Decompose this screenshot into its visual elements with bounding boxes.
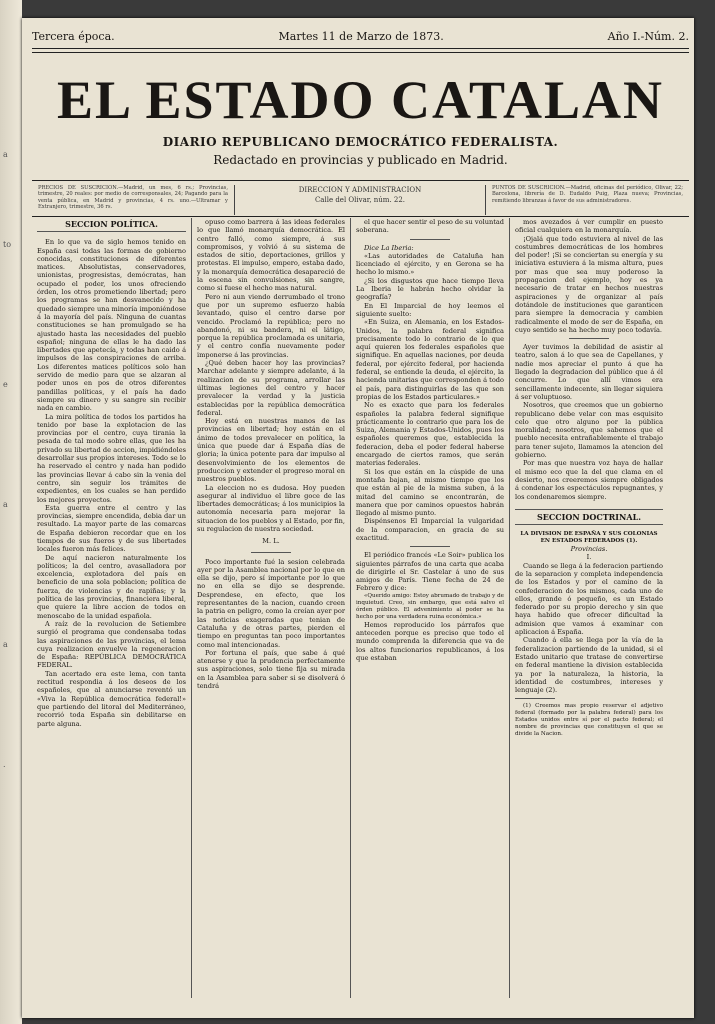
article-paragraph: Cuando se llega á la federacion partiendo de la separacion y completa independencia de los Estados y por el camino de la confederacion de los mismos, cada uno de ellos, grande ó pequeño, es un Estado federado por su propio derecho y sin que haya habido que ofrecer dificultad la admision que vamos á examinar con aplicacion á España. [515, 561, 663, 637]
footnote-separator [515, 698, 555, 699]
footnote: (1) Creemos mas propio reservar el adjetivo federal (formado por la palabra federal) para los Estados unidos entre sí por el pacto federal; el nombre de provincias que constituyen el que se divide la Nacion. [515, 703, 663, 738]
article-paragraph: La mira política de todos los partidos ha tenido por base la explotacion de las provincias por el centro, cuya tirania la pesada de tal modo sobre ellas, que les ha privado su libertad de accion, impidiéndoles desarrollar sus propios intereses. Todo se lo ha reservado el centro y nada han podido las provincias llevar á cabo sin la venia del centro, sin seguir los trámites de expedientes, en los cuales se han perdido los mejores proyectos. [37, 412, 186, 504]
issue-date: Martes 11 de Marzo de 1873. [278, 30, 444, 43]
letter-quote: «Querido amigo: Estoy abrumado de trabajo y de inquietud. Creo, sin embargo, que está salvo el órden público. El advenimiento al poder se ha hecho por una verdadera ruina económica.» [356, 592, 504, 620]
article-signature: M. L. [262, 537, 280, 546]
doctrinal-subtitle: Provincias. [570, 545, 608, 554]
article-paragraph: De aquí nacieron naturalmente los políticos; la del centro, avasalladora por excelencia, explotadora del país en beneficio de una sola poblacion; política de fuerza, de violencias y de rapiñas; y la política de las provincias, financiera liberal, que quiere la libre accion de todos en menoscabo de la unidad española. [37, 553, 186, 620]
article-paragraph: Poco importante fué la sesion celebrada ayer por la Asamblea nacional por lo que en ella se dijo, pero sí importante por lo que no en ella se dijo se desprende. Desprendese, en efecto, que los representantes de la nacion, cuando creen la patria en peligro, como la creían ayer por las noticias exageradas que tenian de Cataluña y de otras partes, pierden el tiempo en preguntas tan poco importantes como mal intencionadas. [197, 557, 345, 649]
article-paragraph: ¡Ojalá que todo estuviera al nivel de las costumbres democráticas de los hombres del poder! ¡Si se conciertan su energía y su iniciativa estuviera á la misma altura, pues por mas que sea muy poderoso la propagacion del ejemplo, hoy es ya necesario de tratar en hechos nuestras aspiraciones y de organizar al país dotándole de instituciones que garanticen para siempre la democracia y cambien radicalmente el modo de ser de España, en cuyo sentido se ha hecho muy poco todavía. [515, 234, 663, 334]
doctrinal-title: LA DIVISION DE ESPAÑA Y SUS COLONIAS EN ESTADOS FEDERADOS (1). [520, 531, 658, 545]
subscription-prices: PRECIOS DE SUSCRICION.—Madrid, un mes, 6 rs.; Provincias, trimestre, 20 reales: por medio de corresponsales, 24; Pagando para la venta pública, en Madrid y provincias, 4 rs. uno.—Ultramar y Extranjero, trimestre, 36 rs. [38, 185, 228, 211]
quote-intro: Dice La Iberia: [364, 243, 414, 252]
article-paragraph: Si los que están en la cúspide de una montaña bajan, al mismo tiempo que los que están al pie de la misma suben, á la mitad del camino se encontrarán, de manera que por caminos opuestos habrán llegado al mismo punto. [356, 467, 504, 518]
administration-address: Calle del Olivar, núm. 22. [314, 196, 406, 204]
article-paragraph: ¿Si los disgustos que hace tiempo lleva La Iberia le habrán hecho olvidar la geografía? [356, 276, 504, 302]
column-3 [350, 218, 509, 998]
article-paragraph: La eleccion no es dudosa. Hoy pueden asegurar al individuo el libre goce de las libertades democráticas; á los municipios la autonomía necesaria para mejorar la situacion de los pueblos y al Estado, por fin, su regulacion de nuestra sociedad. [197, 483, 345, 533]
masthead-title: EL ESTADO CATALAN [56, 70, 665, 130]
column-1 [32, 218, 191, 998]
administration-title: DIRECCION Y ADMINISTRACION [298, 186, 422, 194]
section-heading-doctrinal: SECCION DOCTRINAL. [515, 509, 663, 525]
issue-line [32, 30, 689, 43]
article-paragraph: el que hacer sentir el peso de su voluntad soberana. [356, 218, 504, 235]
article-paragraph: Nosotros, que creemos que un gobierno republicano debe velar con mas esquisito celo que otro alguno por la pública moralidad; nosotros, que sabemos que el pueblo necesita entrañablemente el trabajo para tener sujeto, llamamos la atencion del gobierno. [515, 401, 663, 460]
separator [410, 546, 450, 547]
article-paragraph: «En Suiza, en Alemania, en los Estados-Unidos, la palabra federal significa precisamente todo lo contrario de lo que aquí quieren los federales españoles que signifique. En aquellas naciones, por deuda federal, por ejército federal, por hacienda federal, se entiende la deuda, el ejército, la hacienda unitarias que corresponden á todo el país, para distinguirlas de las que son propias de los Estados particulares.» [356, 318, 504, 401]
article-paragraph: mos avezados á ver cumplir en puesto oficial cualquiera en la monarquía. [515, 218, 663, 235]
section-heading-politica: SECCION POLÍTICA. [37, 220, 186, 232]
epoch-label: Tercera época. [32, 30, 115, 43]
article-paragraph: opuso como barrera á las ideas federales lo que llamó monarquía democrática. El centro falló, como siempre, á sus compromisos, y volvió á su sistema de estados de sitio, deportaciones, grillos y protestas. El impulso, empero, estaba dado, y la monarquía democrática desapareció de la escena sin convulsiones, sin sangre, como si fuese el hecho mas natural. [197, 218, 345, 293]
article-paragraph: A raíz de la revolucion de Setiembre surgió el programa que condensaba todas las aspiraciones de las provincias, el lema cuya realizacion envuelve la regeneracion de España: REPÚBLICA DEMOCRÁTICA FEDERAL. [37, 619, 186, 670]
article-paragraph: No es exacto que para los federales españoles la palabra federal signifique prácticamente lo contrario que para los de Suiza, Alemania y Estados-Unidos, pues los españoles queremos que, establecida la federacion, deba el poder federal haberse encargado de ciertos ramos, que serán materias federales. [356, 401, 504, 468]
top-rule [32, 48, 689, 49]
separator [569, 338, 609, 339]
article-paragraph: En El Imparcial de hoy leemos el siguiente suelto: [356, 301, 504, 318]
subtitle-primary: DIARIO REPUBLICANO DEMOCRÁTICO FEDERALISTA. [162, 135, 559, 149]
column-2 [191, 218, 350, 998]
administration-box [234, 185, 486, 215]
article-paragraph: Dispénsenos El Imparcial la vulgaridad de la comparacion, en gracia de su exactitud. [356, 517, 504, 542]
article-paragraph: Hoy está en nuestras manos de las provincias en libertad; hoy están en el ánimo de todos prevalecer en política, la única que puede dar á España días de gloria; la única potente para dar impulso al desenvolvimiento de los elementos de produccion y extender el progreso moral en nuestros pueblos. [197, 417, 345, 484]
article-paragraph: Por fortuna el país, que sabe á qué atenerse y que la prudencia perfectamente sus aspiraciones, solo tiene fija su mirada en la Asamblea para saber si se disolverá ó tendrá [197, 648, 345, 691]
article-paragraph: Cuando á ella se llega por la vía de la federalizacion partiendo de la unidad, si el Estado unitario que tratase de convertirse en federal mantiene la division establecida ya por la naturaleza, la historia, la identidad de costumbres, intereses y lenguaje (2). [515, 636, 663, 695]
column-4 [509, 218, 668, 998]
article-paragraph: Por mas que nuestra voz haya de hallar el mismo eco que la del que clama en el desierto, nos creeremos siempre obligados á condenar los espectáculos repugnantes, y los condenaremos siempre. [515, 459, 663, 501]
article-paragraph: Hemos reproducido los párrafos que anteceden porque es preciso que todo el mundo comprenda la diferencia que va de los altos funcionarios republicanos, á los que estaban [356, 620, 504, 662]
book-binding: a to e a a . [0, 0, 22, 1024]
issue-number: Año I.-Núm. 2. [607, 30, 689, 43]
separator [251, 552, 291, 553]
article-paragraph: Pero ni aun viendo derrumbado el trono que por un supremo esfuerzo había levantado, quiso el centro darse por vencido. Proclamó la república; pero no abandonó, ni su bandera, ni el látigo, porque la república proclamada es unitaria, y el centro confía nuevamente poder imponerse á las provincias. [197, 292, 345, 359]
article-paragraph: ¿Qué deben hacer hoy las provincias? Marchar adelante y siempre adelante, á la realizacion de su programa, arrollar las últimas legiones del centro y hacer prevalecer la verdad y la justicia establecidas por la república democrática federal. [197, 359, 345, 417]
article-paragraph: En lo que va de siglo hemos tenido en España casi todas las formas de gobierno conocidas, constituciones de diferentes matices. Absolutistas, conservadores, unionistas, progresistas, demócratas, han ocupado el poder, los unos ofreciendo órden, los otros prometiendo libertad; pero los programas se han desvanecido y ha quedado siempre una minoría imponiéndose á la mayoría del país. Ninguna de cuantas constituciones se han promulgado se ha ajustado hasta las necesidades del pueblo español; ninguna de ellas le ha dado las libertades que apetecía, y todas han caido á impulsos de las conspiraciones de arriba. Los diferentes matices políticos solo han servido de medio para que se alzaran al poder unos en pos de otros diferentes pandillas políticas, y el país ha dado siempre su dinero y su sangre sin recibir nada en cambio. [37, 238, 186, 413]
article-paragraph: El periódico francés «Le Soir» publica los siguientes párrafos de una carta que acaba de dirigirle el Sr. Castelar á uno de sus amigos de París. Tiene fecha de 24 de Febrero y dice: [356, 551, 504, 593]
article-paragraph: Tan acertado era este lema, con tanta rectitud respondia á los deseos de los españoles, que al anunciarse reventó un «Viva la República democrática federal!» que partiendo del litoral del Mediterráneo, recorrió toda España sin debilitarse en parte alguna. [37, 669, 186, 728]
subscription-info [32, 185, 689, 215]
info-top-rule [32, 180, 689, 181]
subscription-points: PUNTOS DE SUSCRICION.—Madrid, oficinas del periódico, Olivar, 22; Barcelona, librería de D. Eudaldo Puig, Plaza nueva; Provincias, remitiendo libranzas á favor de sus administradores. [492, 185, 683, 204]
article-paragraph: Ayer tuvimos la debilidad de asistir al teatro, salon á lo que sea de Capellanes, y nadie mos apreciar el punto á que ha llegado la degradacion del público que á él concurre. Lo que allí vimos era sencillamente indecente, sin llegar siquiera á ser voluptuoso. [515, 343, 663, 401]
article-columns [32, 218, 668, 998]
article-paragraph: «Las autoridades de Cataluña han licenciado el ejército, y en Gerona se ha hecho lo mismo.» [356, 251, 504, 277]
doctrinal-numeral: I. [586, 553, 592, 562]
info-bottom-rule [32, 216, 689, 217]
separator [410, 239, 450, 240]
subtitle-secondary: Redactado en provincias y publicado en Madrid. [213, 153, 508, 167]
article-paragraph: Esta guerra entre el centro y las provincias, siempre encendida, debia dar un resultado. La mayor parte de las comarcas de España debieron recordar que en los tiempos de sus fueros y de sus libertades locales fueron más felices. [37, 503, 186, 554]
top-rule-2 [32, 52, 689, 53]
